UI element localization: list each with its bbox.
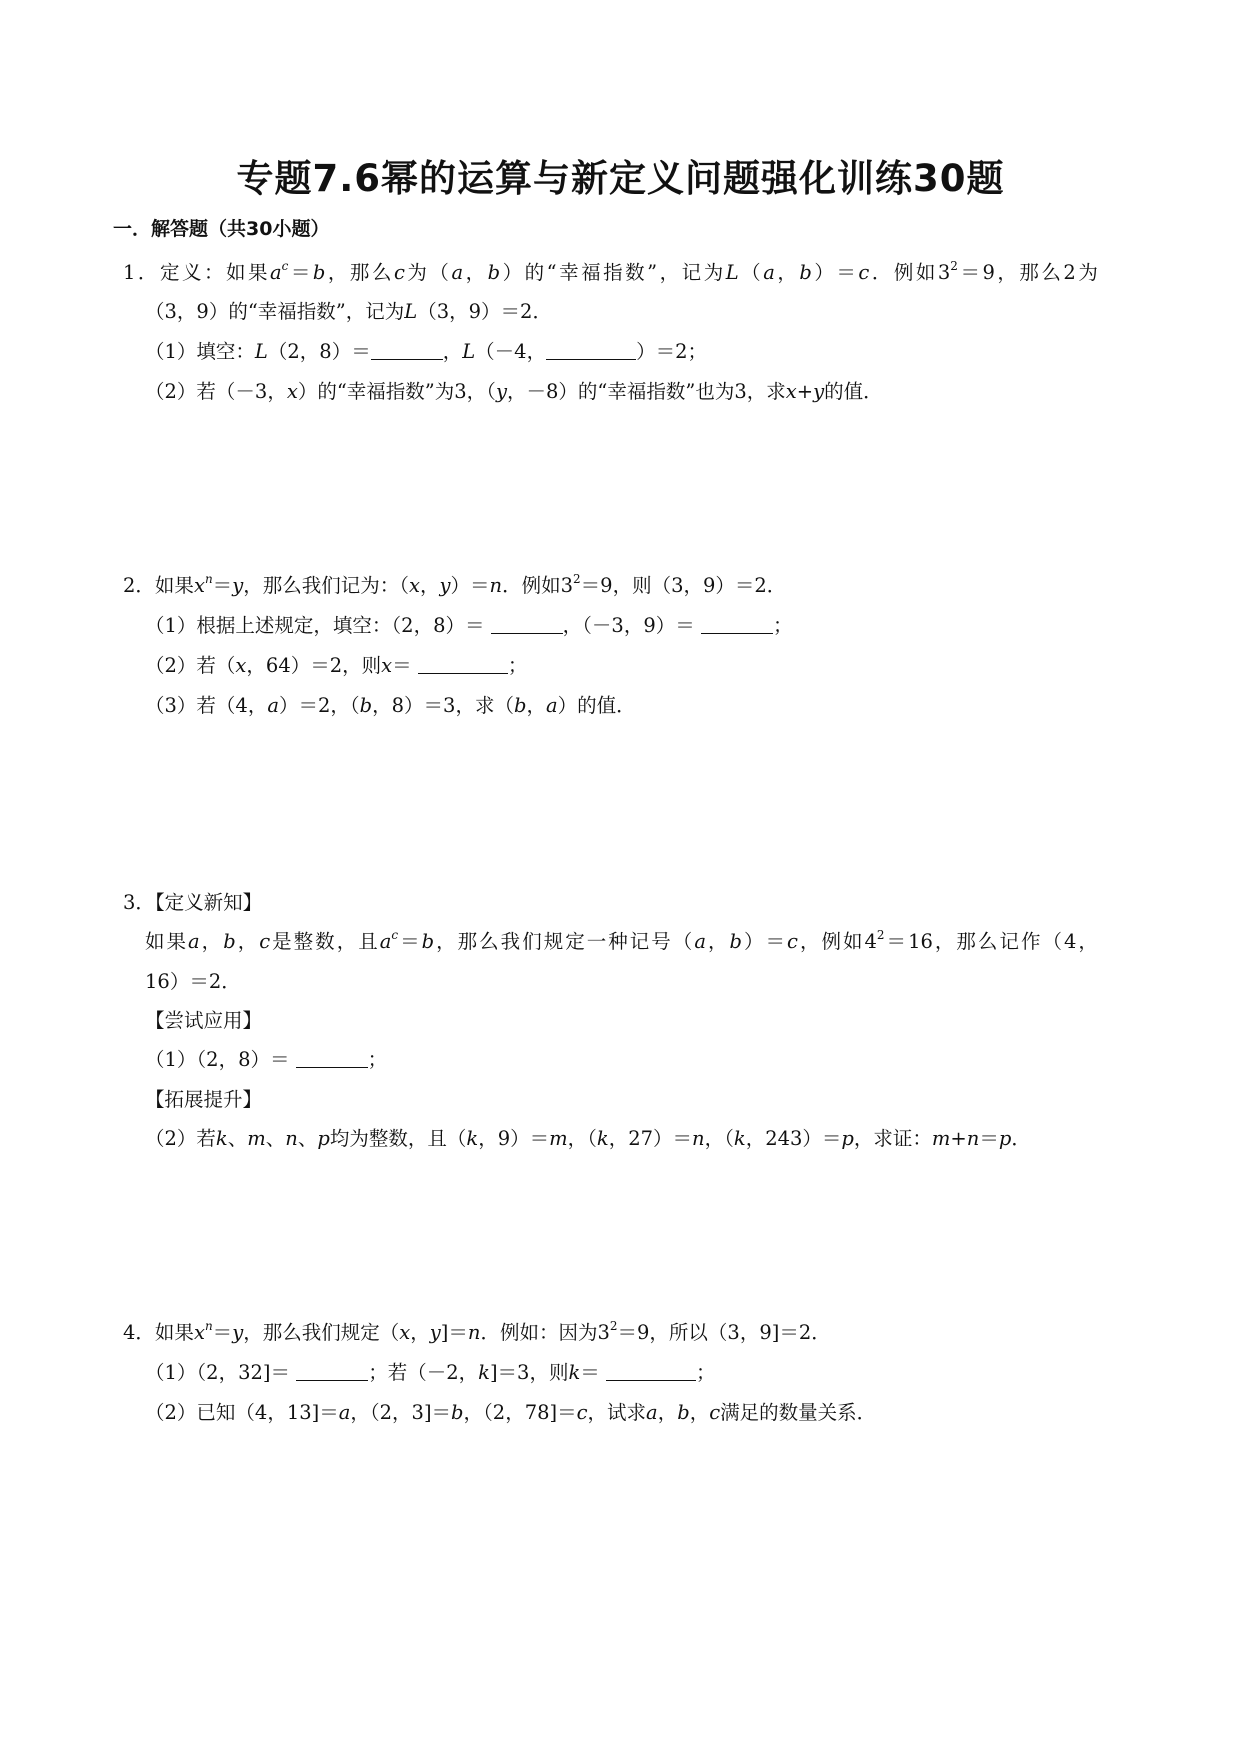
answer-blank[interactable] xyxy=(546,341,636,360)
q3-line-2: 如果a，b，c是整数，且$a^c=b$，那么我们规定一种记号（a，b）＝c，例如$4^2=16$，那么记作（4， xyxy=(145,928,1098,953)
section-heading: 一．解答题（共30小题） xyxy=(113,218,330,240)
q3-sub-1: （1）（2，8）＝ ； xyxy=(145,1048,388,1071)
q1-sub-2: （2）若（－3，x）的“幸福指数”为3，（y，－8）的“幸福指数”也为3，求x+y的值． xyxy=(145,380,883,403)
q1-sub-1: （1）填空：L（2，8）＝ ，L（－4， ）＝2； xyxy=(145,340,708,363)
q4-sub-1: （1）（2，32]＝ ；若（－2，k]＝3，则k＝ ； xyxy=(145,1361,716,1384)
answer-blank[interactable] xyxy=(371,341,443,360)
q3-line-1: 3．【定义新知】 xyxy=(123,891,263,914)
q3-try-heading: 【尝试应用】 xyxy=(145,1009,263,1032)
q1-line-1: 1．定义：如果$a^c=b$，那么c为（a，b）的“幸福指数”，记为L（a，b）＝c．例如$3^2=9$，那么2为 xyxy=(123,259,1098,284)
q1-line-2: （3，9）的“幸福指数”，记为L（3，9）＝2． xyxy=(145,300,552,323)
answer-blank[interactable] xyxy=(418,655,508,674)
answer-blank[interactable] xyxy=(701,615,773,634)
q3-extend-heading: 【拓展提升】 xyxy=(145,1088,263,1111)
page-title: 专题7.6幂的运算与新定义问题强化训练30题 xyxy=(236,157,1005,200)
answer-blank[interactable] xyxy=(296,1049,368,1068)
answer-blank[interactable] xyxy=(606,1362,696,1381)
q4-sub-2: （2）已知（4，13]＝a，（2，3]＝b，（2，78]＝c，试求a，b，c满足的数量关系． xyxy=(145,1401,877,1424)
q3-line-3: 16）＝2． xyxy=(145,970,241,993)
q2-sub-1: （1）根据上述规定，填空：（2，8）＝ ，（－3，9）＝ ； xyxy=(145,614,793,637)
q2-line-1: 2．如果$x^n=y$，那么我们记为：（x，y）＝n．例如$3^2=9$，则（3，9）＝2． xyxy=(123,572,787,597)
q4-line-1: 4．如果$x^n=y$，那么我们规定（x，y]＝n．例如：因为$3^2=9$，所以（3，9]＝2． xyxy=(123,1319,831,1344)
answer-blank[interactable] xyxy=(296,1362,368,1381)
q2-sub-3: （3）若（4，a）＝2，（b，8）＝3，求（b，a）的值． xyxy=(145,694,636,717)
q2-sub-2: （2）若（x，64）＝2，则x＝ ； xyxy=(145,654,528,677)
answer-blank[interactable] xyxy=(491,615,563,634)
q3-sub-2: （2）若k、m、n、p均为整数，且（k，9）＝m，（k，27）＝n，（k，243）＝p，求证：m+n＝p． xyxy=(145,1127,1031,1150)
